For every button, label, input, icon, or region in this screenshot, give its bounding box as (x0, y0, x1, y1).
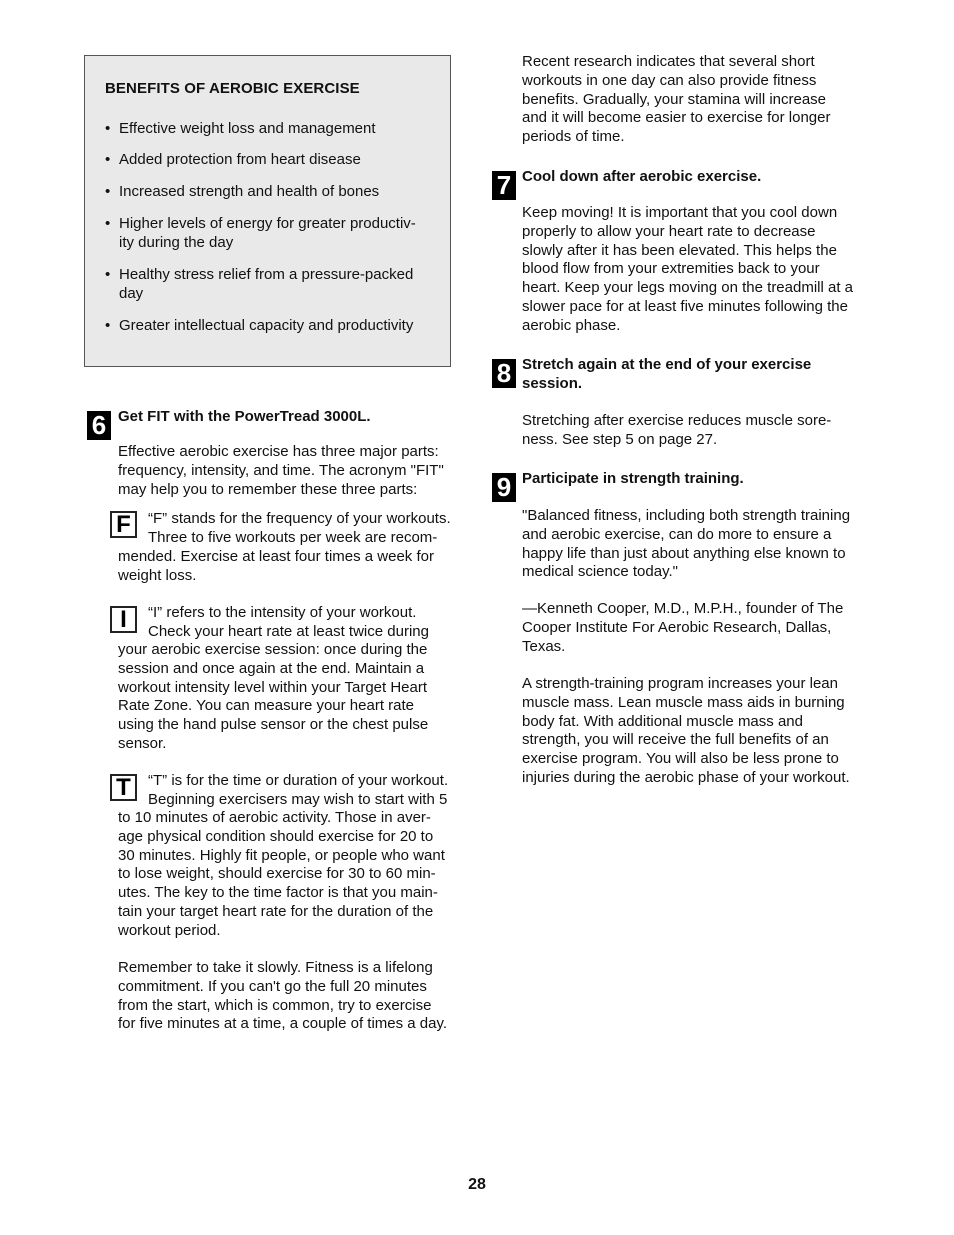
benefit-text: Increased strength and health of bones (119, 183, 380, 200)
bullet-icon: • (105, 151, 111, 168)
frequency-text: “F” stands for the frequency of your workouts. Three to five workouts per week are recom- (148, 510, 451, 546)
benefit-text: Healthy stress relief from a pressure-packed day (119, 266, 414, 302)
step-6-number-badge: 6 (87, 411, 111, 440)
step-9-number-badge: 9 (492, 473, 516, 502)
step-6-closing: Remember to take it slowly. Fitness is a lifelong commitment. If you can't go the full 20 minutes from the start, which is common, try to exercise for five minutes at a time, a couple of times a day. (118, 959, 448, 1033)
bullet-icon: • (105, 183, 111, 200)
benefit-text: Higher levels of energy for greater productiv- ity during the day (119, 215, 416, 251)
step-8-body: Stretching after exercise reduces muscle sore- ness. See step 5 on page 27. (522, 412, 832, 448)
step-8-heading: Stretch again at the end of your exercise session. (522, 356, 812, 392)
right-intro-paragraph: Recent research indicates that several short workouts in one day can also provide fitness benefits. Gradually, your stamina will increase and it will become easier to exercise for longer periods of time. (522, 53, 831, 146)
step-7-body: Keep moving! It is important that you cool down properly to allow your heart rate to decrease slowly after it has been elevated. This helps the blood flow from your extremities back to your heart. Keep your legs moving on the treadmill at a slower pace for at least five minutes following the aerobic phase. (522, 204, 854, 334)
step-9-quote: "Balanced fitness, including both strength training and aerobic exercise, can do more to ensure a happy life than just about anything else known to medical science today." (522, 507, 851, 581)
intensity-text: “I” refers to the intensity of your workout. Check your heart rate at least twice during (148, 604, 429, 640)
letter-f-icon: F (110, 511, 137, 538)
step-9-body: A strength-training program increases your lean muscle mass. Lean muscle mass aids in burning body fat. With additional muscle mass and strength, you will receive the full benefits of an exercise program. You will also be less prone to injuries during the aerobic phase of your workout. (522, 675, 850, 786)
step-6-heading: Get FIT with the PowerTread 3000L. (118, 408, 371, 425)
bullet-icon: • (105, 120, 111, 137)
benefit-text: Effective weight loss and management (119, 120, 376, 137)
benefit-text: Greater intellectual capacity and productivity (119, 317, 414, 334)
frequency-text-continued: mended. Exercise at least four times a week for weight loss. (118, 548, 434, 584)
page-number: 28 (468, 1176, 486, 1193)
letter-t-icon: T (110, 774, 137, 801)
intensity-text-continued: your aerobic exercise session: once during the session and once again at the end. Maintain a workout intensity level within your Target Heart Rate Zone. You can measure your heart rate using the hand pulse sensor or the chest pulse sensor. (118, 641, 429, 752)
step-9-attribution: —Kenneth Cooper, M.D., M.P.H., founder of The Cooper Institute For Aerobic Research, Dallas, Texas. (522, 600, 844, 655)
bullet-icon: • (105, 266, 111, 283)
step-9-heading: Participate in strength training. (522, 470, 744, 487)
step-7-number-badge: 7 (492, 171, 516, 200)
benefits-sidebar-box (84, 55, 451, 367)
bullet-icon: • (105, 317, 111, 334)
time-text-continued: to 10 minutes of aerobic activity. Those in aver- age physical condition should exercise for 20 to 30 minutes. Highly fit people, or people who want to lose weight, should exercise for 30 to 60 min- utes. The key to the time factor is that you main- tain your target heart rate for the duration of the workout period. (118, 809, 445, 939)
step-8-number-badge: 8 (492, 359, 516, 388)
step-6-intro: Effective aerobic exercise has three major parts: frequency, intensity, and time. The acronym "FIT" may help you to remember these three parts: (118, 443, 444, 498)
time-text: “T” is for the time or duration of your workout. Beginning exercisers may wish to start with 5 (148, 772, 449, 808)
step-7-heading: Cool down after aerobic exercise. (522, 168, 762, 185)
letter-i-icon: I (110, 606, 137, 633)
bullet-icon: • (105, 215, 111, 232)
benefits-title: BENEFITS OF AEROBIC EXERCISE (105, 80, 360, 97)
benefit-text: Added protection from heart disease (119, 151, 361, 168)
